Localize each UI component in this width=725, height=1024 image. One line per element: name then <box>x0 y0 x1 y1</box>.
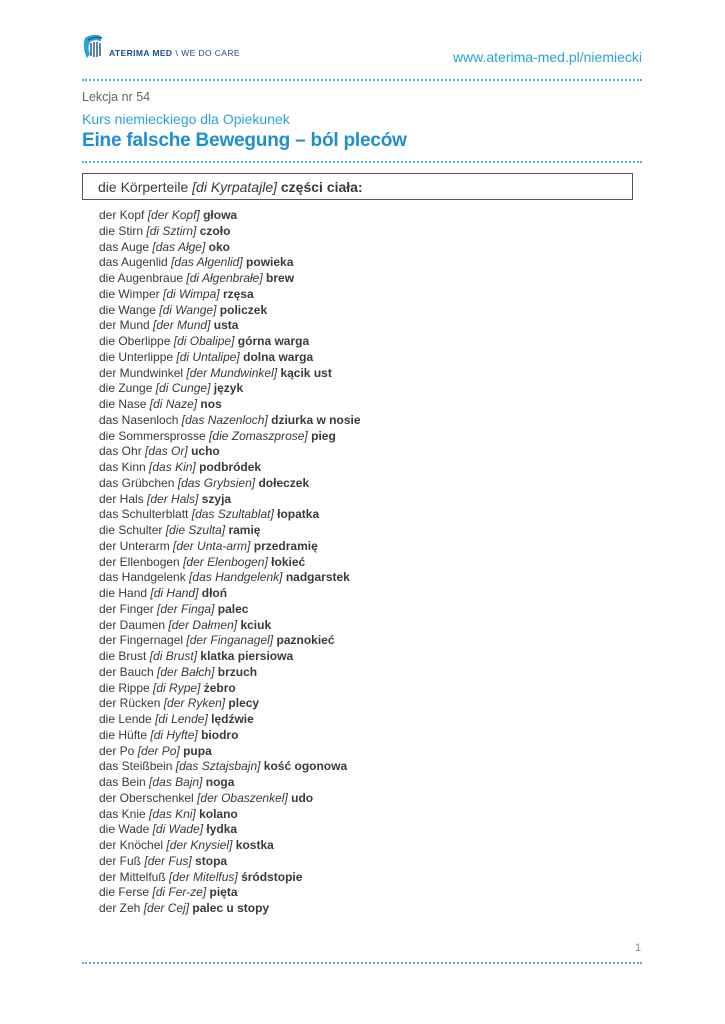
vocab-item <box>99 665 361 681</box>
vocabulary-list <box>99 208 361 917</box>
vocab-item <box>99 586 361 602</box>
vocab-pronunciation: [di Hyfte] <box>150 727 198 742</box>
page-number: 1 <box>635 942 642 954</box>
vocab-polish: stopa <box>195 853 228 868</box>
logo-separator: \ <box>175 48 179 58</box>
vocab-item <box>99 224 361 240</box>
title-divider <box>82 161 642 163</box>
vocab-german: das Ohr <box>99 444 142 459</box>
vocab-item <box>99 523 361 539</box>
vocab-pronunciation: [der Hals] <box>147 491 199 506</box>
vocab-item <box>99 255 361 271</box>
vocab-pronunciation: [der Mundwinkel] <box>186 365 278 380</box>
vocab-item <box>99 350 361 366</box>
vocab-polish: brew <box>266 271 295 285</box>
vocab-polish: pieg <box>311 428 336 443</box>
vocab-polish: łokieć <box>271 554 306 569</box>
vocab-item <box>99 381 361 397</box>
vocab-polish: nos <box>200 397 222 411</box>
vocab-item <box>99 791 361 807</box>
vocab-german: das Handgelenk <box>99 570 186 585</box>
vocab-pronunciation: [das Nazenloch] <box>181 412 268 427</box>
vocab-pronunciation: [das Ałgenlid] <box>171 255 243 270</box>
vocab-item <box>99 901 361 917</box>
vocab-german: die Ferse <box>99 885 150 900</box>
vocab-german: die Zunge <box>99 381 153 396</box>
vocab-polish: górna warga <box>237 334 310 348</box>
vocab-pronunciation: [di Obalipe] <box>173 334 235 348</box>
vocab-pronunciation: [das Sztajsbajn] <box>175 759 261 774</box>
vocab-item <box>99 759 361 775</box>
vocab-pronunciation: [der Fus] <box>144 853 192 868</box>
vocab-polish: policzek <box>219 302 268 317</box>
vocab-polish: dłoń <box>201 586 228 600</box>
vocab-polish: czoło <box>199 223 231 238</box>
vocab-german: der Mund <box>99 318 150 333</box>
vocab-german: der Unterarm <box>99 538 170 553</box>
vocab-item <box>99 539 361 555</box>
lesson-number: Lekcja nr 54 <box>82 90 151 104</box>
vocab-polish: głowa <box>203 208 238 222</box>
vocab-item <box>99 397 361 413</box>
aterima-med-logo <box>82 32 240 60</box>
vocab-polish: dolna warga <box>243 349 314 364</box>
vocab-pronunciation: [das Kni] <box>149 806 196 821</box>
vocab-polish: pupa <box>183 743 212 758</box>
vocab-pronunciation: [der Obaszenkel] <box>197 790 288 805</box>
vocab-pronunciation: [di Ałgenbrałe] <box>186 271 263 285</box>
vocab-polish: noga <box>205 775 235 789</box>
logo-face-icon <box>82 32 106 60</box>
vocab-pronunciation: [di Untalipe] <box>176 349 240 364</box>
vocab-german: der Ellenbogen <box>99 554 180 569</box>
vocab-german: die Augenbraue <box>99 271 184 285</box>
vocab-polish: szyja <box>201 491 232 506</box>
vocab-polish: oko <box>208 239 230 254</box>
vocab-pronunciation: [der Mitelfus] <box>169 869 238 884</box>
vocab-pronunciation: [der Po] <box>137 743 180 758</box>
vocab-german: der Rücken <box>99 696 161 711</box>
vocab-german: das Kinn <box>99 460 146 474</box>
vocab-item <box>99 555 361 571</box>
vocab-polish: żebro <box>203 680 236 695</box>
vocab-pronunciation: [der Finganagel] <box>186 633 274 648</box>
vocab-polish: biodro <box>201 727 239 742</box>
vocab-pronunciation: [die Zomaszprose] <box>209 428 308 443</box>
vocab-item <box>99 807 361 823</box>
vocab-pronunciation: [di Cunge] <box>155 381 211 396</box>
vocab-polish: śródstopie <box>241 869 303 884</box>
vocab-item <box>99 618 361 634</box>
vocab-item <box>99 460 361 476</box>
vocab-item <box>99 208 361 224</box>
vocab-german: der Finger <box>99 601 154 616</box>
vocab-item <box>99 366 361 382</box>
vocab-item <box>99 712 361 728</box>
vocab-german: der Knöchel <box>99 838 164 852</box>
vocab-pronunciation: [der Bałch] <box>157 664 215 679</box>
vocab-item <box>99 476 361 492</box>
vocab-polish: udo <box>291 790 314 805</box>
vocab-polish: palec u stopy <box>192 901 270 915</box>
vocab-german: der Bauch <box>99 664 154 679</box>
vocab-german: das Augenlid <box>99 255 168 270</box>
vocab-item <box>99 649 361 665</box>
vocab-polish: kolano <box>199 806 238 821</box>
vocab-item <box>99 303 361 319</box>
section-polish: części ciała: <box>280 179 363 195</box>
vocab-german: die Wade <box>99 822 150 837</box>
vocab-pronunciation: [das Ałge] <box>152 239 206 254</box>
vocab-pronunciation: [di Wange] <box>159 302 217 317</box>
vocab-item <box>99 570 361 586</box>
vocab-german: die Stirn <box>99 223 144 238</box>
vocab-polish: usta <box>213 318 239 333</box>
section-german: die Körperteile <box>98 179 189 195</box>
vocab-item <box>99 728 361 744</box>
section-heading-box <box>82 173 633 200</box>
vocab-polish: kość ogonowa <box>263 759 348 774</box>
vocab-item <box>99 744 361 760</box>
vocab-german: der Hals <box>99 491 144 506</box>
vocab-german: der Mittelfuß <box>99 869 166 884</box>
vocab-german: das Schulterblatt <box>99 507 189 522</box>
vocab-pronunciation: [der Finga] <box>157 601 215 616</box>
vocab-german: das Steißbein <box>99 759 173 774</box>
vocab-polish: lędźwie <box>211 712 254 726</box>
vocab-german: der Fuß <box>99 853 142 868</box>
vocab-polish: kciuk <box>240 617 272 632</box>
vocab-pronunciation: [das Grybsien] <box>177 475 256 490</box>
vocab-german: das Bein <box>99 775 146 789</box>
vocab-german: die Hand <box>99 586 148 600</box>
vocab-polish: palec <box>217 601 249 616</box>
vocab-german: das Knie <box>99 806 146 821</box>
vocab-german: die Lende <box>99 712 152 726</box>
vocab-german: der Fingernagel <box>99 633 184 648</box>
vocab-item <box>99 413 361 429</box>
header-divider <box>82 79 642 81</box>
vocab-german: die Wange <box>99 302 156 317</box>
vocab-pronunciation: [das Szultablat] <box>191 507 274 522</box>
vocab-german: die Brust <box>99 649 147 663</box>
vocab-pronunciation: [das Or] <box>145 444 188 459</box>
vocab-item <box>99 633 361 649</box>
vocab-polish: dołeczek <box>258 475 310 490</box>
vocab-item <box>99 318 361 334</box>
vocab-pronunciation: [di Fer-ze] <box>152 885 207 900</box>
vocab-german: die Hüfte <box>99 727 148 742</box>
vocab-pronunciation: [der Dałmen] <box>168 617 238 632</box>
vocab-german: der Zeh <box>99 901 141 915</box>
vocab-pronunciation: [di Wimpa] <box>163 286 220 301</box>
vocab-item <box>99 429 361 445</box>
vocab-pronunciation: [der Ryken] <box>163 696 226 711</box>
vocab-item <box>99 602 361 618</box>
vocab-polish: plecy <box>228 696 260 711</box>
vocab-polish: kostka <box>235 838 274 852</box>
page-header <box>82 32 642 72</box>
vocab-polish: łydka <box>206 822 238 837</box>
vocab-pronunciation: [der Elenbogen] <box>183 554 268 569</box>
vocab-item <box>99 444 361 460</box>
vocab-german: der Kopf <box>99 208 145 222</box>
vocab-item <box>99 854 361 870</box>
vocab-pronunciation: [das Kin] <box>149 460 196 474</box>
vocab-pronunciation: [das Handgelenk] <box>189 570 283 585</box>
vocab-german: die Schulter <box>99 523 163 537</box>
vocab-german: die Sommersprosse <box>99 428 206 443</box>
vocab-pronunciation: [die Szulta] <box>165 523 226 537</box>
course-name: Kurs niemieckiego dla Opiekunek <box>82 111 290 127</box>
vocab-polish: nadgarstek <box>285 570 350 585</box>
vocab-item <box>99 870 361 886</box>
vocab-pronunciation: [di Naze] <box>149 397 198 411</box>
vocab-polish: rzęsa <box>222 286 254 301</box>
vocab-item <box>99 775 361 791</box>
vocab-polish: przedramię <box>253 538 318 553</box>
footer-divider <box>82 962 642 964</box>
vocab-german: die Nase <box>99 397 147 411</box>
vocab-pronunciation: [di Hand] <box>150 586 199 600</box>
vocab-item <box>99 240 361 256</box>
vocab-pronunciation: [der Unta-arm] <box>173 538 251 553</box>
vocab-item <box>99 696 361 712</box>
vocab-german: die Wimper <box>99 286 160 301</box>
vocab-polish: kącik ust <box>280 365 332 380</box>
section-pronunciation: [di Kyrpatajle] <box>192 179 277 195</box>
vocab-polish: ramię <box>228 523 261 537</box>
vocab-german: das Auge <box>99 239 150 254</box>
vocab-german: die Unterlippe <box>99 349 174 364</box>
vocab-pronunciation: [di Wade] <box>152 822 204 837</box>
vocab-item <box>99 492 361 508</box>
vocab-german: das Grübchen <box>99 475 175 490</box>
vocab-polish: łopatka <box>277 507 320 522</box>
vocab-german: der Daumen <box>99 617 166 632</box>
vocab-polish: język <box>213 381 244 396</box>
vocab-item <box>99 507 361 523</box>
vocab-item <box>99 287 361 303</box>
vocab-polish: brzuch <box>217 664 258 679</box>
vocab-german: der Oberschenkel <box>99 790 194 805</box>
vocab-german: der Mundwinkel <box>99 365 184 380</box>
vocab-pronunciation: [der Kopf] <box>147 208 200 222</box>
website-link[interactable]: www.aterima-med.pl/niemiecki <box>452 49 642 65</box>
vocab-german: die Oberlippe <box>99 334 171 348</box>
vocab-polish: dziurka w nosie <box>271 412 361 427</box>
vocab-german: die Rippe <box>99 680 150 695</box>
logo-tagline: WE DO CARE <box>181 48 240 58</box>
vocab-item <box>99 334 361 350</box>
vocab-german: das Nasenloch <box>99 412 179 427</box>
vocab-item <box>99 681 361 697</box>
vocab-polish: pięta <box>209 885 238 900</box>
vocab-item <box>99 822 361 838</box>
vocab-pronunciation: [das Bajn] <box>149 775 203 789</box>
vocab-polish: powieka <box>246 255 294 270</box>
vocab-pronunciation: [di Lende] <box>155 712 208 726</box>
vocab-pronunciation: [di Sztirn] <box>146 223 197 238</box>
vocab-pronunciation: [der Mund] <box>153 318 211 333</box>
logo-name: ATERIMA MED <box>109 48 173 58</box>
vocab-german: der Po <box>99 743 135 758</box>
vocab-polish: podbródek <box>199 460 262 474</box>
vocab-pronunciation: [der Cej] <box>143 901 190 915</box>
vocab-polish: paznokieć <box>276 633 335 648</box>
vocab-item <box>99 885 361 901</box>
vocab-polish: klatka piersiowa <box>200 649 294 663</box>
vocab-pronunciation: [der Knysiel] <box>166 838 233 852</box>
vocab-item <box>99 838 361 854</box>
vocab-item <box>99 271 361 287</box>
vocab-pronunciation: [di Rype] <box>153 680 201 695</box>
vocab-polish: ucho <box>191 444 220 459</box>
page-title: Eine falsche Bewegung – ból pleców <box>82 130 407 151</box>
vocab-pronunciation: [di Brust] <box>149 649 198 663</box>
